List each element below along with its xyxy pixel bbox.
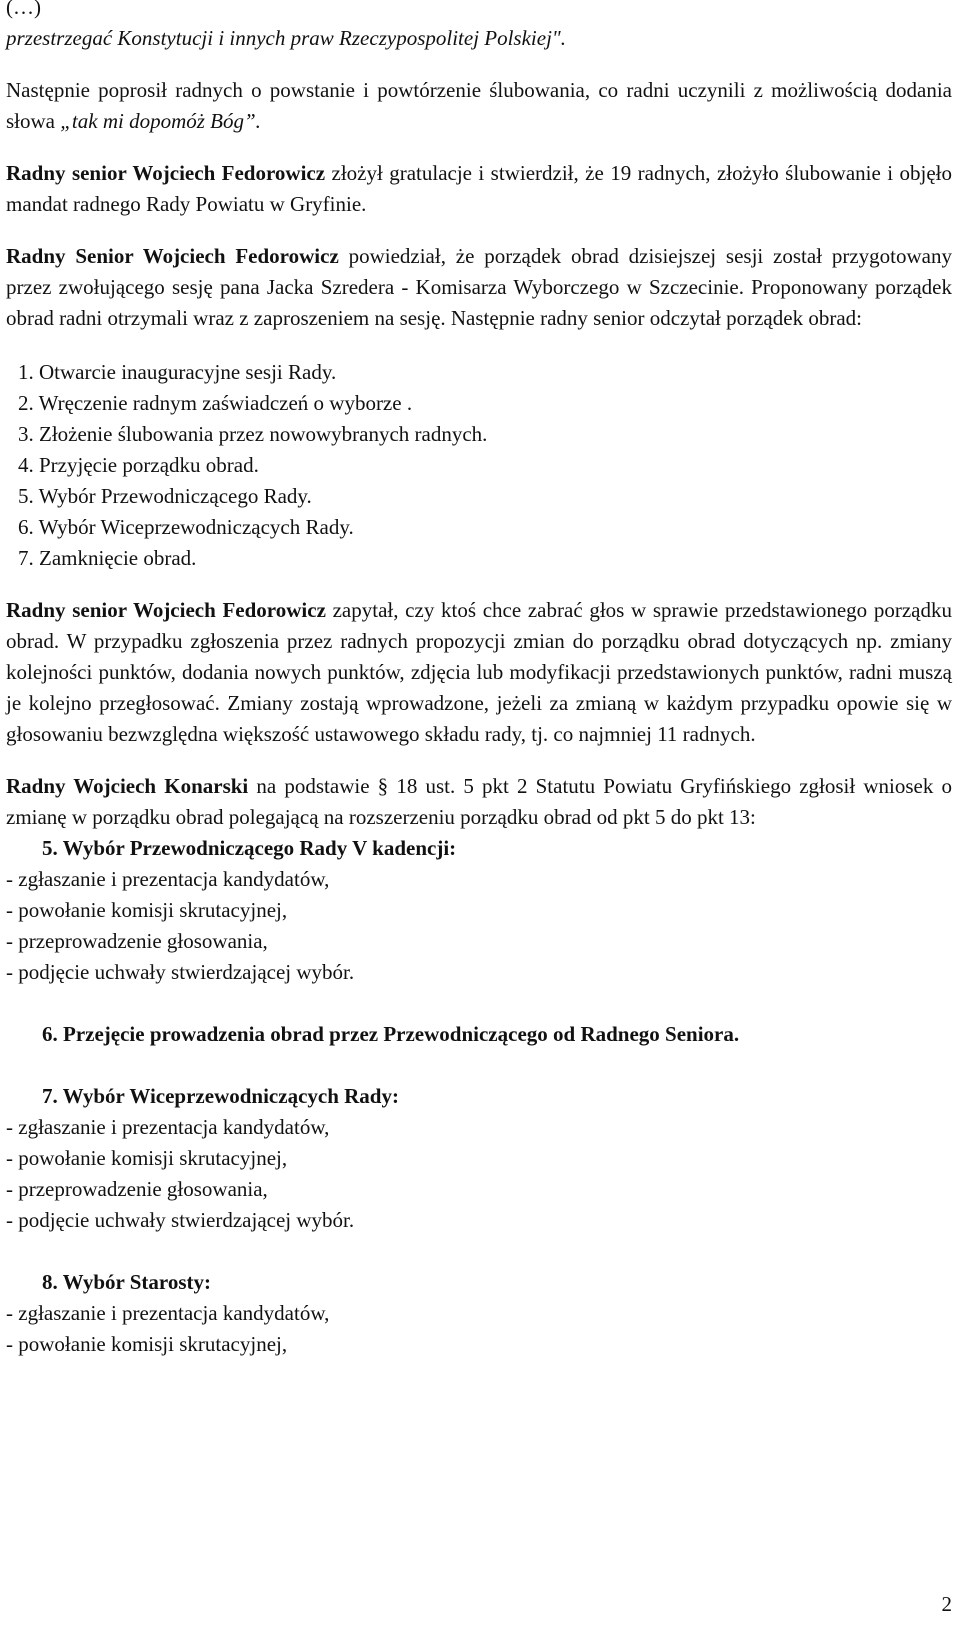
section-8 <box>6 1267 952 1360</box>
section-item: - przeprowadzenie głosowania, <box>6 929 268 953</box>
paragraph-text: na podstawie § 18 ust. 5 pkt 2 Statutu Powiatu Gryfińskiego zgłosił wniosek o zmianę w porządku obrad polegającą na rozszerzeniu porządku obrad od pkt 5 do pkt 13: <box>6 774 952 829</box>
section-heading: 7. Wybór Wiceprzewodniczących Rady: <box>42 1084 399 1108</box>
agenda-item: 1. Otwarcie inauguracyjne sesji Rady. <box>18 360 337 384</box>
agenda-item: 6. Wybór Wiceprzewodniczących Rady. <box>18 515 354 539</box>
section-6 <box>6 1019 952 1050</box>
paragraph-agenda-intro <box>6 241 952 334</box>
agenda-item: 4. Przyjęcie porządku obrad. <box>18 453 259 477</box>
section-item: - powołanie komisji skrutacyjnej, <box>6 1332 288 1356</box>
agenda-item: 7. Zamknięcie obrad. <box>18 546 197 570</box>
section-5 <box>6 833 952 988</box>
section-item: - zgłaszanie i prezentacja kandydatów, <box>6 1115 330 1139</box>
speaker-name: Radny senior Wojciech Fedorowicz <box>6 161 326 185</box>
ellipsis-line: (…) <box>6 0 41 19</box>
section-7 <box>6 1081 952 1236</box>
paragraph-text: powiedział, że porządek obrad dzisiejszej sesji został przygotowany przez zwołującego sesję pana Jacka Szredera - Komisarza Wyborczego w Szczecinie. Proponowany porządek obrad radni otrzymali wraz z zaproszeniem na sesję. Następnie radny senior odczytał porządek obrad: <box>6 244 952 330</box>
speaker-name: Radny senior Wojciech Fedorowicz <box>6 598 326 622</box>
page-number: 2 <box>941 1592 952 1616</box>
paragraph-text: Następnie poprosił radnych o powstanie i powtórzenie ślubowania, co radni uczynili z możliwością dodania słowa <box>6 78 952 133</box>
section-item: - podjęcie uchwały stwierdzającej wybór. <box>6 1208 355 1232</box>
agenda-list <box>6 357 952 574</box>
speaker-name: Radny Wojciech Konarski <box>6 774 249 798</box>
section-item: - zgłaszanie i prezentacja kandydatów, <box>6 867 330 891</box>
section-item: - powołanie komisji skrutacyjnej, <box>6 898 288 922</box>
section-heading: 5. Wybór Przewodniczącego Rady V kadencji: <box>42 836 457 860</box>
section-item: - podjęcie uchwały stwierdzającej wybór. <box>6 960 355 984</box>
agenda-item: 2. Wręczenie radnym zaświadczeń o wyborze . <box>18 391 413 415</box>
agenda-item: 3. Złożenie ślubowania przez nowowybranych radnych. <box>18 422 488 446</box>
paragraph-text: zapytał, czy ktoś chce zabrać głos w sprawie przedstawionego porządku obrad. W przypadku zgłoszenia przez radnych propozycji zmian do porządku obrad dotyczących np. zmiany kolejności punktów, dodania nowych punktów, zdjęcia lub modyfikacji przedstawionych punktów, radni muszą je kolejno przegłosować. Zmiany zostają wprowadzone, jeżeli za zmianą w każdym przypadku opowie się w głosowaniu bezwzględna większość ustawowego składu rady, tj. co najmniej 11 radnych. <box>6 598 952 746</box>
paragraph-oath-repeat <box>6 75 952 137</box>
agenda-item: 5. Wybór Przewodniczącego Rady. <box>18 484 312 508</box>
speaker-name: Radny Senior Wojciech Fedorowicz <box>6 244 339 268</box>
oath-quote: przestrzegać Konstytucji i innych praw Rzeczypospolitej Polskiej". <box>6 26 566 50</box>
section-item: - powołanie komisji skrutacyjnej, <box>6 1146 288 1170</box>
oath-phrase: „tak mi dopomóż Bóg”. <box>60 109 261 133</box>
paragraph-text: złożył gratulacje i stwierdził, że 19 radnych, złożyło ślubowanie i objęło mandat radnego Rady Powiatu w Gryfinie. <box>6 161 952 216</box>
section-item: - zgłaszanie i prezentacja kandydatów, <box>6 1301 330 1325</box>
section-heading: 6. Przejęcie prowadzenia obrad przez Przewodniczącego od Radnego Seniora. <box>42 1022 740 1046</box>
section-item: - przeprowadzenie głosowania, <box>6 1177 268 1201</box>
paragraph-amendment-rules <box>6 595 952 750</box>
paragraph-congratulations <box>6 158 952 220</box>
section-heading: 8. Wybór Starosty: <box>42 1270 211 1294</box>
paragraph-motion <box>6 771 952 833</box>
